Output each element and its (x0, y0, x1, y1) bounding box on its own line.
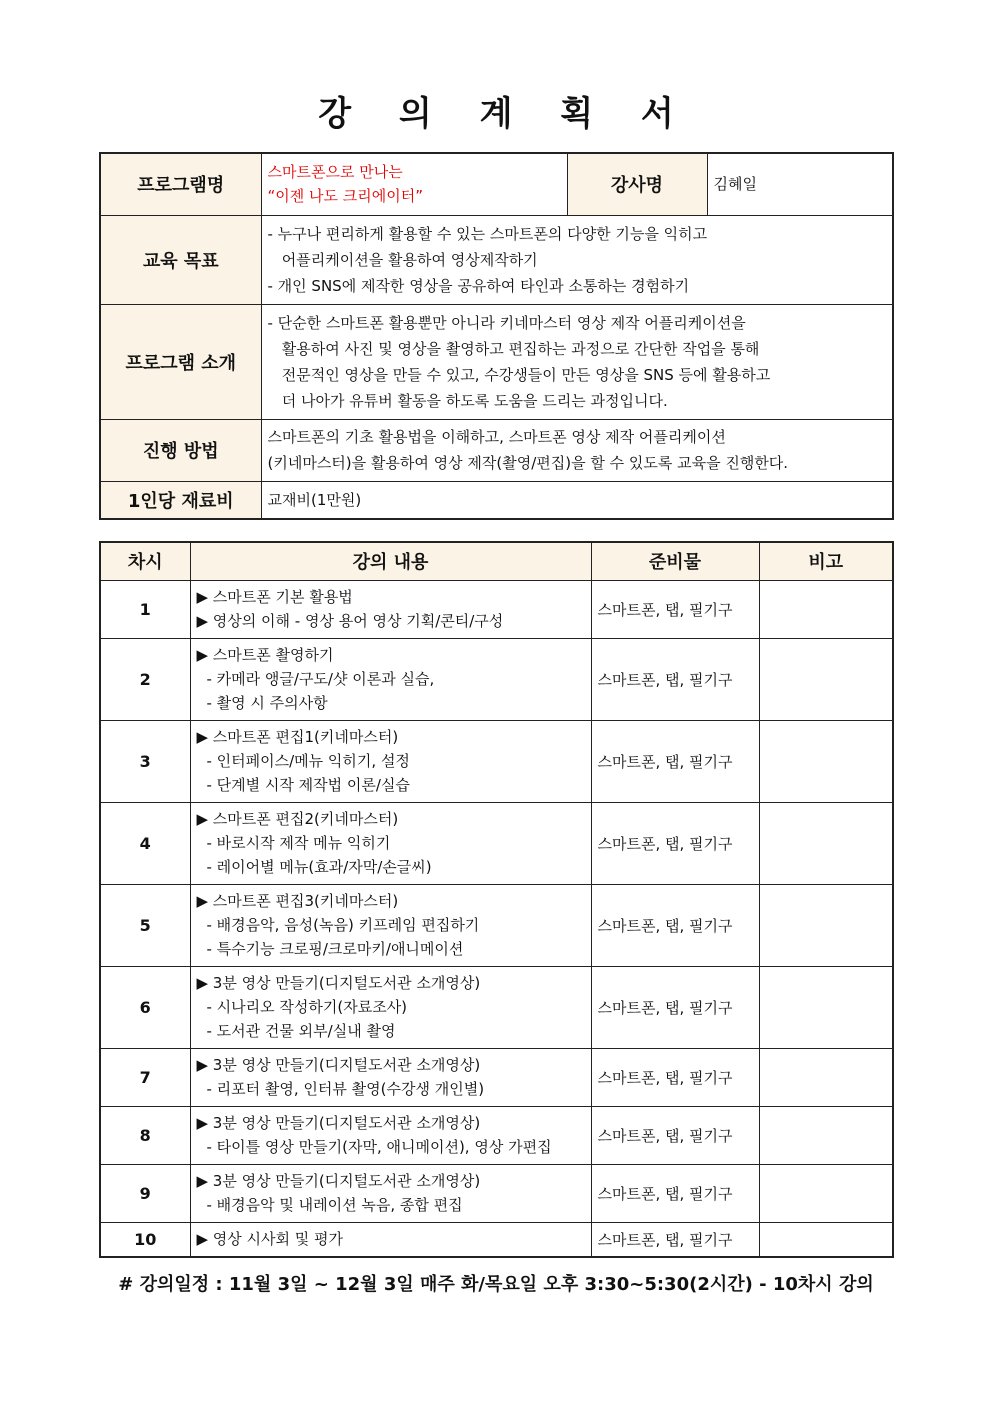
method-label: 진행 방법 (100, 419, 261, 481)
table-row (100, 802, 893, 884)
session-content (190, 580, 591, 638)
content-line: - 레이어별 메뉴(효과/자막/손글씨) (206, 858, 432, 876)
session-note (759, 1164, 893, 1222)
content-line: ▶ 3분 영상 만들기(디지털도서관 소개영상) (196, 1056, 481, 1074)
instructor-name: 김혜일 (707, 153, 893, 215)
session-materials: 스마트폰, 탭, 필기구 (591, 1222, 759, 1257)
header-notes: 비고 (759, 542, 893, 580)
intro-line: 더 나아가 유튜버 활동을 하도록 도움을 드리는 과정입니다. (267, 391, 668, 410)
table-row (100, 1048, 893, 1106)
content-line: - 타이틀 영상 만들기(자막, 애니메이션), 영상 가편집 (206, 1138, 552, 1156)
session-materials: 스마트폰, 탭, 필기구 (591, 802, 759, 884)
content-line: ▶ 스마트폰 편집1(키네마스터) (196, 728, 399, 746)
content-line: - 시나리오 작성하기(자료조사) (206, 998, 408, 1016)
intro-line: - 단순한 스마트폰 활용뿐만 아니라 키네마스터 영상 제작 어플리케이션을 (267, 313, 746, 332)
instructor-label: 강사명 (567, 153, 707, 215)
content-line: - 특수기능 크로핑/크로마키/애니메이션 (206, 940, 464, 958)
session-number: 8 (100, 1106, 190, 1164)
content-line: - 배경음악 및 내레이션 녹음, 종합 편집 (206, 1196, 463, 1214)
table-row (100, 1222, 893, 1257)
session-number: 10 (100, 1222, 190, 1257)
session-materials: 스마트폰, 탭, 필기구 (591, 1048, 759, 1106)
header-content: 강의 내용 (190, 542, 591, 580)
document-title: 강 의 계 획 서 (318, 94, 692, 134)
session-materials: 스마트폰, 탭, 필기구 (591, 1164, 759, 1222)
session-content (190, 1106, 591, 1164)
program-name-label: 프로그램명 (100, 153, 261, 215)
session-materials: 스마트폰, 탭, 필기구 (591, 638, 759, 720)
session-number: 9 (100, 1164, 190, 1222)
header-materials: 준비물 (591, 542, 759, 580)
session-content (190, 720, 591, 802)
content-line: - 바로시작 제작 메뉴 익히기 (206, 834, 391, 852)
session-note (759, 580, 893, 638)
session-number: 5 (100, 884, 190, 966)
goal-label: 교육 목표 (100, 215, 261, 304)
method-line: (키네마스터)을 활용하여 영상 제작(촬영/편집)을 할 수 있도록 교육을 진행한다. (267, 454, 789, 472)
content-line: ▶ 스마트폰 편집2(키네마스터) (196, 810, 399, 828)
content-line: - 단계별 시작 제작법 이론/실습 (206, 776, 410, 794)
fee-label: 1인당 재료비 (100, 481, 261, 519)
session-content (190, 802, 591, 884)
content-line: ▶ 스마트폰 촬영하기 (196, 646, 334, 664)
session-number: 4 (100, 802, 190, 884)
intro-line: 활용하여 사진 및 영상을 촬영하고 편집하는 과정으로 간단한 작업을 통해 (267, 339, 760, 358)
program-name-line-2: “이젠 나도 크리에이터” (267, 187, 423, 206)
session-number: 2 (100, 638, 190, 720)
content-line: - 배경음악, 음성(녹음) 키프레임 편집하기 (206, 916, 480, 934)
content-line: - 리포터 촬영, 인터뷰 촬영(수강생 개인별) (206, 1080, 485, 1098)
schedule-table (99, 541, 894, 1258)
session-content (190, 966, 591, 1048)
session-number: 7 (100, 1048, 190, 1106)
session-content (190, 1222, 591, 1257)
table-row (100, 720, 893, 802)
program-name-value (261, 153, 567, 215)
table-row (100, 966, 893, 1048)
session-content (190, 638, 591, 720)
program-info-table (99, 152, 894, 520)
goal-value (261, 215, 893, 304)
goal-line: - 개인 SNS에 제작한 영상을 공유하여 타인과 소통하는 경험하기 (267, 276, 690, 295)
session-number: 6 (100, 966, 190, 1048)
session-note (759, 966, 893, 1048)
content-line: ▶ 스마트폰 기본 활용법 (196, 588, 353, 606)
content-line: - 카메라 앵글/구도/샷 이론과 실습, (206, 670, 435, 688)
content-line: ▶ 3분 영상 만들기(디지털도서관 소개영상) (196, 1114, 481, 1132)
schedule-footer: # 강의일정 : 11월 3일 ~ 12월 3일 매주 화/목요일 오후 3:30~5:30(2시간) - 10차시 강의 (118, 1274, 874, 1295)
content-line: ▶ 영상의 이해 - 영상 용어 영상 기획/콘티/구성 (196, 612, 504, 630)
method-value (261, 419, 893, 481)
content-line: - 도서관 건물 외부/실내 촬영 (206, 1022, 396, 1040)
program-name-line-1: 스마트폰으로 만나는 (267, 163, 403, 182)
session-note (759, 1048, 893, 1106)
session-content (190, 884, 591, 966)
session-note (759, 802, 893, 884)
table-row (100, 580, 893, 638)
session-content (190, 1048, 591, 1106)
content-line: - 인터페이스/메뉴 익히기, 설정 (206, 752, 410, 770)
table-row (100, 638, 893, 720)
fee-value: 교재비(1만원) (261, 481, 893, 519)
session-note (759, 884, 893, 966)
session-materials: 스마트폰, 탭, 필기구 (591, 884, 759, 966)
session-materials: 스마트폰, 탭, 필기구 (591, 966, 759, 1048)
session-number: 1 (100, 580, 190, 638)
session-note (759, 1106, 893, 1164)
intro-line: 전문적인 영상을 만들 수 있고, 수강생들이 만든 영상을 SNS 등에 활용하고 (267, 365, 771, 384)
method-line: 스마트폰의 기초 활용법을 이해하고, 스마트폰 영상 제작 어플리케이션 (267, 428, 726, 446)
table-row (100, 884, 893, 966)
intro-value (261, 304, 893, 419)
intro-label: 프로그램 소개 (100, 304, 261, 419)
session-note (759, 1222, 893, 1257)
content-line: ▶ 3분 영상 만들기(디지털도서관 소개영상) (196, 1172, 481, 1190)
content-line: ▶ 3분 영상 만들기(디지털도서관 소개영상) (196, 974, 481, 992)
session-number: 3 (100, 720, 190, 802)
session-materials: 스마트폰, 탭, 필기구 (591, 720, 759, 802)
goal-line: 어플리케이션을 활용하여 영상제작하기 (267, 250, 538, 269)
session-content (190, 1164, 591, 1222)
content-line: - 촬영 시 주의사항 (206, 694, 328, 712)
goal-line: - 누구나 편리하게 활용할 수 있는 스마트폰의 다양한 기능을 익히고 (267, 224, 708, 243)
session-materials: 스마트폰, 탭, 필기구 (591, 1106, 759, 1164)
session-note (759, 720, 893, 802)
table-row (100, 1164, 893, 1222)
session-materials: 스마트폰, 탭, 필기구 (591, 580, 759, 638)
header-session: 차시 (100, 542, 190, 580)
table-row (100, 1106, 893, 1164)
content-line: ▶ 스마트폰 편집3(키네마스터) (196, 892, 399, 910)
session-note (759, 638, 893, 720)
content-line: ▶ 영상 시사회 및 평가 (196, 1230, 344, 1249)
